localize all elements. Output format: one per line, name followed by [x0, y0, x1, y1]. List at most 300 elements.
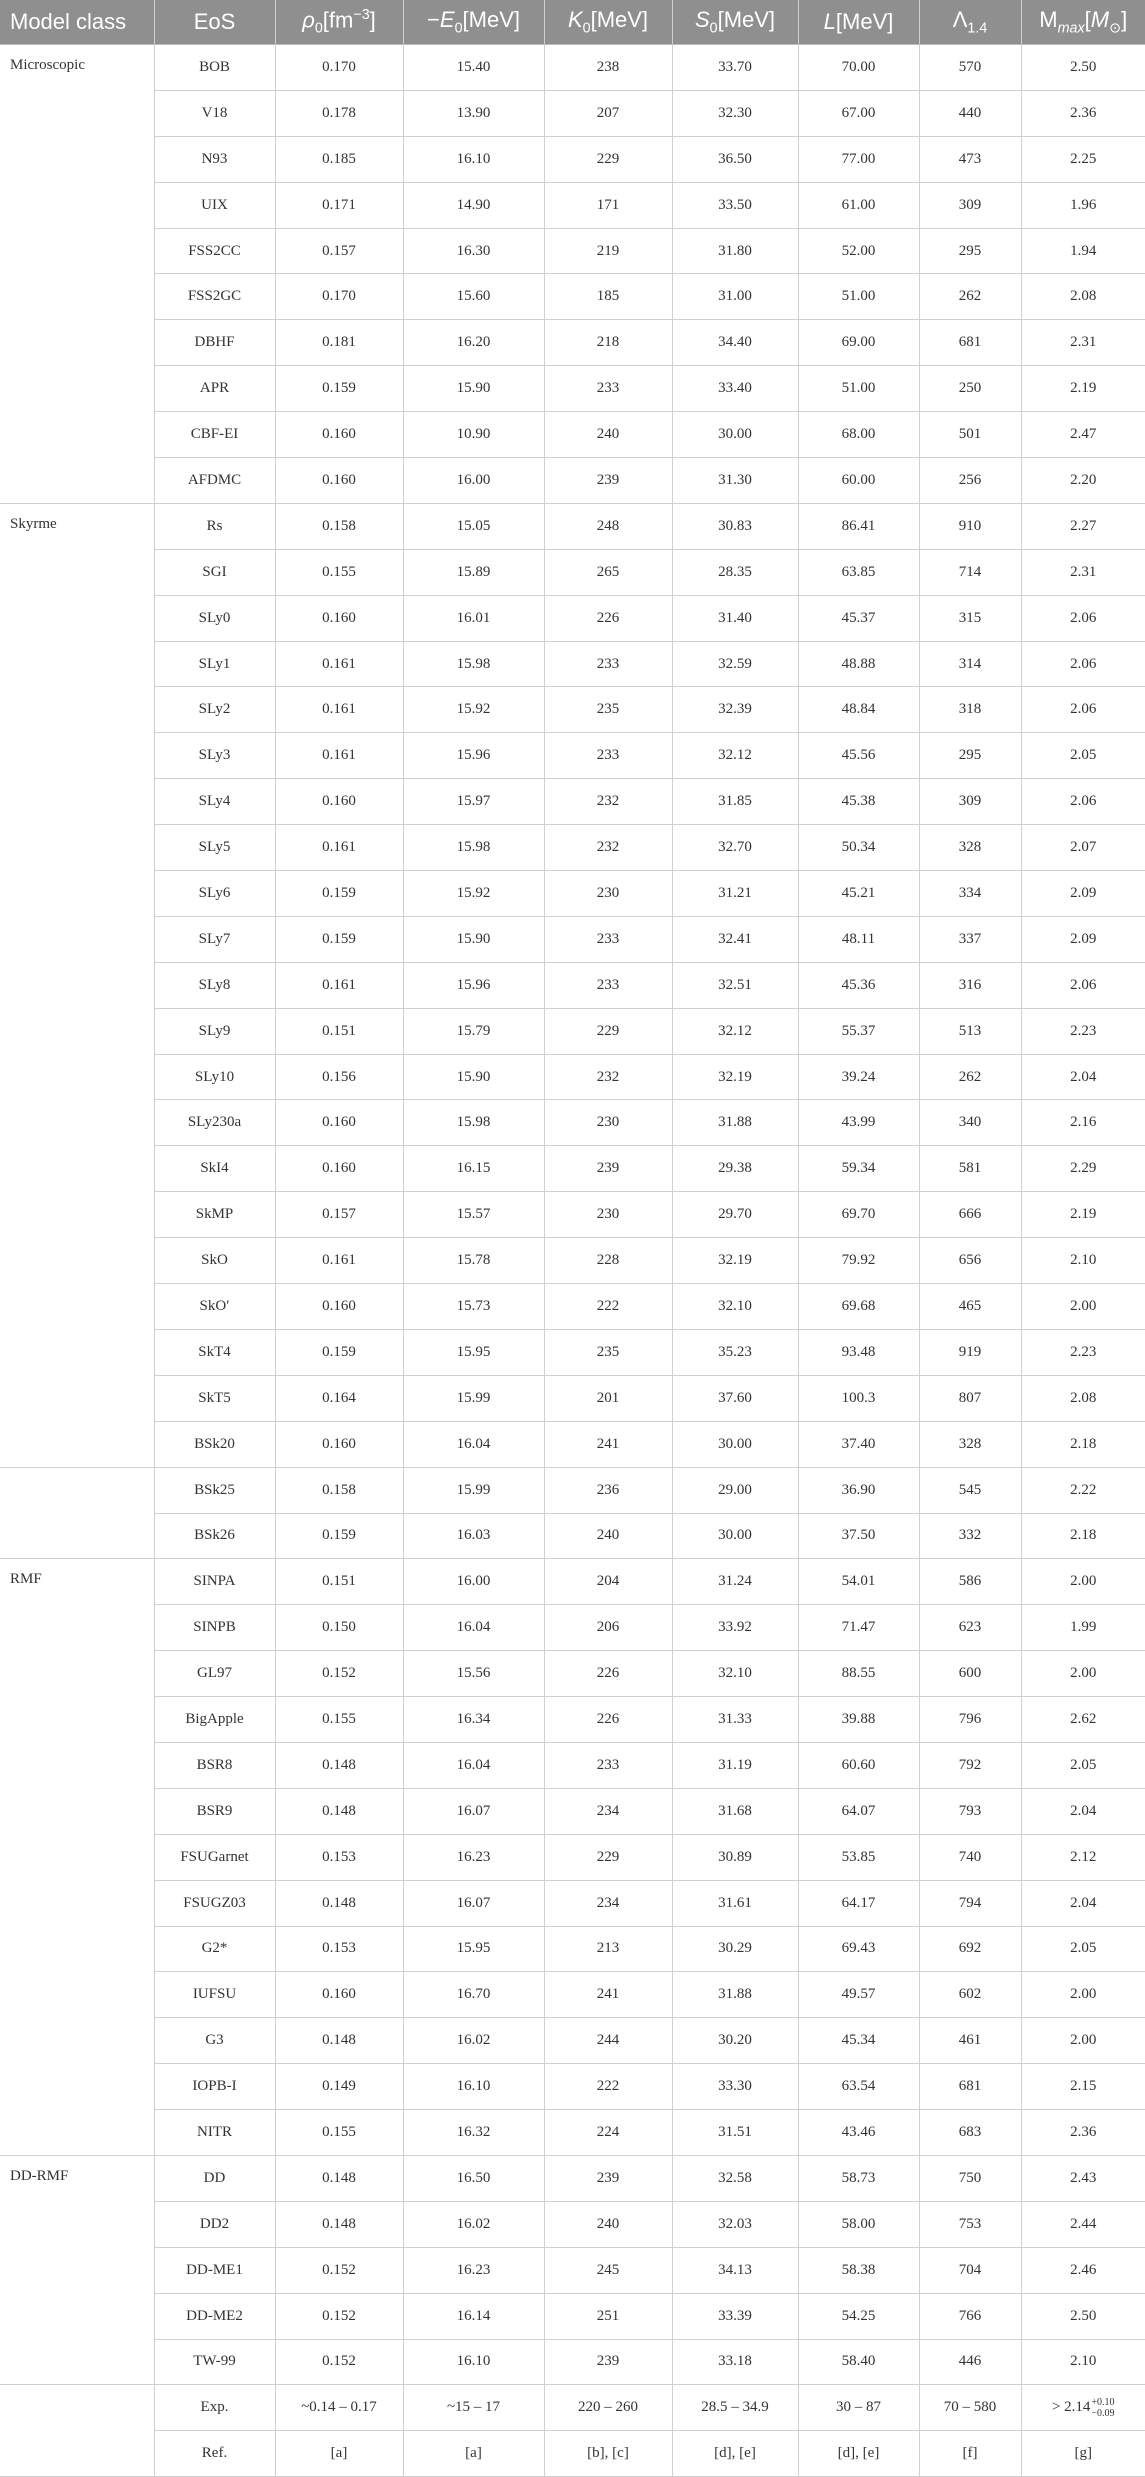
cell-lambda: 681: [919, 2064, 1021, 2110]
table-row: [0, 1788, 1145, 1834]
cell-lambda: 262: [919, 274, 1021, 320]
cell-lambda: 314: [919, 641, 1021, 687]
cell-eos: V18: [154, 90, 275, 136]
cell-eos: FSUGarnet: [154, 1834, 275, 1880]
cell-s0: 33.40: [672, 366, 798, 412]
cell-s0: 28.35: [672, 549, 798, 595]
cell-mmax: 2.18: [1021, 1421, 1145, 1467]
cell-s0: 33.30: [672, 2064, 798, 2110]
cell-s0: 31.21: [672, 871, 798, 917]
cell-k0: 233: [544, 916, 672, 962]
cell-s0: 31.80: [672, 228, 798, 274]
table-row: [0, 962, 1145, 1008]
cell-l: 60.00: [798, 458, 919, 504]
cell-e0: 15.56: [403, 1651, 544, 1697]
cell-mmax: 2.06: [1021, 641, 1145, 687]
cell-eos: SLy4: [154, 779, 275, 825]
cell-lambda: 461: [919, 2018, 1021, 2064]
cell-lambda: 656: [919, 1238, 1021, 1284]
cell-rho0: 0.155: [275, 1697, 403, 1743]
cell-k0: 235: [544, 687, 672, 733]
cell-e0: 16.10: [403, 2339, 544, 2385]
cell-mmax: 2.00: [1021, 1651, 1145, 1697]
table-row: [0, 825, 1145, 871]
cell-e0: 15.99: [403, 1467, 544, 1513]
cell-rho0: 0.178: [275, 90, 403, 136]
cell-rho0: 0.148: [275, 1880, 403, 1926]
cell-eos: BSk26: [154, 1513, 275, 1559]
cell-e0: 13.90: [403, 90, 544, 136]
cell-mmax: 2.31: [1021, 320, 1145, 366]
cell-lambda: 704: [919, 2247, 1021, 2293]
cell-lambda: 440: [919, 90, 1021, 136]
cell-e0: 15.95: [403, 1329, 544, 1375]
cell-k0: 229: [544, 1008, 672, 1054]
cell-rho0: 0.152: [275, 2293, 403, 2339]
cell-s0: 32.19: [672, 1238, 798, 1284]
cell-l: 45.21: [798, 871, 919, 917]
cell-mmax: 2.22: [1021, 1467, 1145, 1513]
cell-eos: N93: [154, 136, 275, 182]
table-row: [0, 1605, 1145, 1651]
cell-eos: SkMP: [154, 1192, 275, 1238]
cell-k0: 236: [544, 1467, 672, 1513]
ref-rho0: [a]: [275, 2431, 403, 2477]
cell-e0: 15.95: [403, 1926, 544, 1972]
cell-mmax: 1.96: [1021, 182, 1145, 228]
cell-e0: 15.78: [403, 1238, 544, 1284]
table-row: [0, 90, 1145, 136]
cell-e0: 16.02: [403, 2201, 544, 2247]
exp-mmax: [1021, 2385, 1145, 2431]
cell-s0: 30.83: [672, 503, 798, 549]
cell-l: 45.56: [798, 733, 919, 779]
cell-lambda: 600: [919, 1651, 1021, 1697]
cell-s0: 36.50: [672, 136, 798, 182]
cell-lambda: 683: [919, 2110, 1021, 2156]
cell-rho0: 0.152: [275, 2339, 403, 2385]
cell-lambda: 256: [919, 458, 1021, 504]
table-row: [0, 1467, 1145, 1513]
cell-e0: 15.40: [403, 45, 544, 91]
cell-rho0: 0.160: [275, 779, 403, 825]
cell-lambda: 337: [919, 916, 1021, 962]
cell-s0: 34.40: [672, 320, 798, 366]
cell-lambda: 766: [919, 2293, 1021, 2339]
cell-s0: 31.85: [672, 779, 798, 825]
model-class-cell: [0, 1467, 154, 1559]
cell-mmax: 2.05: [1021, 1926, 1145, 1972]
cell-mmax: 2.25: [1021, 136, 1145, 182]
ref-label: Ref.: [154, 2431, 275, 2477]
cell-s0: 31.88: [672, 1972, 798, 2018]
cell-e0: 16.15: [403, 1146, 544, 1192]
cell-k0: 206: [544, 1605, 672, 1651]
cell-mmax: 2.36: [1021, 90, 1145, 136]
cell-rho0: 0.181: [275, 320, 403, 366]
cell-eos: SLy5: [154, 825, 275, 871]
table-row: [0, 549, 1145, 595]
cell-rho0: 0.152: [275, 2247, 403, 2293]
cell-s0: 32.03: [672, 2201, 798, 2247]
cell-mmax: 2.05: [1021, 1742, 1145, 1788]
cell-rho0: 0.161: [275, 825, 403, 871]
cell-l: 54.01: [798, 1559, 919, 1605]
cell-l: 69.00: [798, 320, 919, 366]
cell-k0: 233: [544, 962, 672, 1008]
cell-l: 93.48: [798, 1329, 919, 1375]
cell-mmax: 2.09: [1021, 871, 1145, 917]
header-k0: $K_0[MeV]$: [544, 0, 672, 45]
cell-mmax: 2.07: [1021, 825, 1145, 871]
header-row: [0, 0, 1145, 45]
cell-eos: FSS2GC: [154, 274, 275, 320]
cell-rho0: 0.161: [275, 1238, 403, 1284]
cell-e0: 16.70: [403, 1972, 544, 2018]
cell-lambda: 796: [919, 1697, 1021, 1743]
cell-eos: CBF-EI: [154, 412, 275, 458]
cell-rho0: 0.171: [275, 182, 403, 228]
cell-l: 54.25: [798, 2293, 919, 2339]
model-class-cell: Microscopic: [0, 45, 154, 504]
cell-lambda: 334: [919, 871, 1021, 917]
cell-mmax: 2.04: [1021, 1054, 1145, 1100]
cell-lambda: 316: [919, 962, 1021, 1008]
cell-s0: 33.70: [672, 45, 798, 91]
cell-eos: SGI: [154, 549, 275, 595]
cell-rho0: 0.159: [275, 871, 403, 917]
cell-rho0: 0.160: [275, 1972, 403, 2018]
cell-e0: 15.96: [403, 962, 544, 1008]
cell-s0: 31.30: [672, 458, 798, 504]
cell-lambda: 332: [919, 1513, 1021, 1559]
header-s0: $S_0[MeV]$: [672, 0, 798, 45]
cell-s0: 37.60: [672, 1375, 798, 1421]
cell-l: 69.68: [798, 1284, 919, 1330]
cell-eos: SkT5: [154, 1375, 275, 1421]
table-row: [0, 2110, 1145, 2156]
cell-eos: SkO: [154, 1238, 275, 1284]
cell-lambda: 570: [919, 45, 1021, 91]
cell-e0: 15.60: [403, 274, 544, 320]
cell-k0: 265: [544, 549, 672, 595]
cell-k0: 229: [544, 1834, 672, 1880]
cell-k0: 228: [544, 1238, 672, 1284]
cell-eos: APR: [154, 366, 275, 412]
cell-s0: 30.89: [672, 1834, 798, 1880]
cell-e0: 16.02: [403, 2018, 544, 2064]
cell-l: 53.85: [798, 1834, 919, 1880]
cell-l: 39.24: [798, 1054, 919, 1100]
cell-e0: 16.32: [403, 2110, 544, 2156]
cell-l: 79.92: [798, 1238, 919, 1284]
cell-e0: 16.34: [403, 1697, 544, 1743]
table-row: [0, 458, 1145, 504]
cell-s0: 31.88: [672, 1100, 798, 1146]
cell-mmax: 2.16: [1021, 1100, 1145, 1146]
cell-lambda: 581: [919, 1146, 1021, 1192]
cell-rho0: 0.160: [275, 1100, 403, 1146]
cell-l: 58.00: [798, 2201, 919, 2247]
cell-lambda: 250: [919, 366, 1021, 412]
cell-l: 86.41: [798, 503, 919, 549]
cell-mmax: 2.36: [1021, 2110, 1145, 2156]
cell-mmax: 2.18: [1021, 1513, 1145, 1559]
exp-label: Exp.: [154, 2385, 275, 2431]
cell-l: 43.99: [798, 1100, 919, 1146]
cell-mmax: 2.06: [1021, 595, 1145, 641]
model-class-cell: Skyrme: [0, 503, 154, 1467]
table-row: [0, 45, 1145, 91]
table-body: [0, 45, 1145, 2477]
table-row: [0, 1880, 1145, 1926]
cell-lambda: 919: [919, 1329, 1021, 1375]
cell-e0: 15.90: [403, 1054, 544, 1100]
table-row: [0, 503, 1145, 549]
cell-l: 60.60: [798, 1742, 919, 1788]
cell-e0: 15.97: [403, 779, 544, 825]
header-e0: $-E_0[MeV]$: [403, 0, 544, 45]
cell-s0: 32.41: [672, 916, 798, 962]
cell-lambda: 501: [919, 412, 1021, 458]
cell-l: 51.00: [798, 366, 919, 412]
cell-lambda: 328: [919, 1421, 1021, 1467]
cell-lambda: 513: [919, 1008, 1021, 1054]
cell-s0: 32.10: [672, 1651, 798, 1697]
cell-eos: DD2: [154, 2201, 275, 2247]
cell-k0: 233: [544, 733, 672, 779]
cell-k0: 251: [544, 2293, 672, 2339]
cell-lambda: 753: [919, 2201, 1021, 2247]
table-row: [0, 1238, 1145, 1284]
table-row: [0, 2339, 1145, 2385]
ref-mmax: [g]: [1021, 2431, 1145, 2477]
cell-mmax: 2.05: [1021, 733, 1145, 779]
cell-rho0: 0.153: [275, 1834, 403, 1880]
cell-rho0: 0.159: [275, 916, 403, 962]
header-lambda: $\Lambda_{1.4}$: [919, 0, 1021, 45]
cell-mmax: 1.99: [1021, 1605, 1145, 1651]
cell-mmax: 2.23: [1021, 1329, 1145, 1375]
cell-e0: 16.04: [403, 1742, 544, 1788]
cell-k0: 241: [544, 1972, 672, 2018]
cell-k0: 240: [544, 2201, 672, 2247]
cell-k0: 232: [544, 825, 672, 871]
cell-lambda: 666: [919, 1192, 1021, 1238]
cell-e0: 14.90: [403, 182, 544, 228]
cell-k0: 239: [544, 2155, 672, 2201]
table-row: [0, 1421, 1145, 1467]
table-row: [0, 2155, 1145, 2201]
cell-e0: 16.00: [403, 458, 544, 504]
cell-s0: 31.40: [672, 595, 798, 641]
table-row: [0, 366, 1145, 412]
cell-l: 71.47: [798, 1605, 919, 1651]
ref-k0: [b], [c]: [544, 2431, 672, 2477]
cell-s0: 32.58: [672, 2155, 798, 2201]
cell-rho0: 0.152: [275, 1651, 403, 1697]
cell-rho0: 0.156: [275, 1054, 403, 1100]
cell-mmax: 2.47: [1021, 412, 1145, 458]
cell-s0: 31.19: [672, 1742, 798, 1788]
cell-l: 63.85: [798, 549, 919, 595]
table-row: [0, 1329, 1145, 1375]
cell-eos: TW-99: [154, 2339, 275, 2385]
cell-lambda: 586: [919, 1559, 1021, 1605]
cell-rho0: 0.158: [275, 503, 403, 549]
cell-k0: 201: [544, 1375, 672, 1421]
cell-k0: 230: [544, 1192, 672, 1238]
header-l: L[MeV]: [798, 0, 919, 45]
cell-eos: BOB: [154, 45, 275, 91]
table-row: [0, 1054, 1145, 1100]
cell-mmax: 2.50: [1021, 45, 1145, 91]
cell-s0: 32.19: [672, 1054, 798, 1100]
cell-eos: SLy9: [154, 1008, 275, 1054]
cell-k0: 230: [544, 871, 672, 917]
cell-lambda: 446: [919, 2339, 1021, 2385]
cell-lambda: 740: [919, 1834, 1021, 1880]
cell-lambda: 807: [919, 1375, 1021, 1421]
cell-e0: 15.90: [403, 916, 544, 962]
cell-rho0: 0.158: [275, 1467, 403, 1513]
cell-eos: SLy2: [154, 687, 275, 733]
cell-l: 69.70: [798, 1192, 919, 1238]
cell-l: 45.38: [798, 779, 919, 825]
cell-l: 45.34: [798, 2018, 919, 2064]
cell-k0: 222: [544, 2064, 672, 2110]
cell-rho0: 0.159: [275, 1513, 403, 1559]
cell-e0: 15.92: [403, 871, 544, 917]
table-row: [0, 687, 1145, 733]
cell-eos: SLy230a: [154, 1100, 275, 1146]
cell-mmax: 2.06: [1021, 779, 1145, 825]
cell-rho0: 0.153: [275, 1926, 403, 1972]
cell-lambda: 295: [919, 733, 1021, 779]
cell-k0: 207: [544, 90, 672, 136]
cell-l: 64.07: [798, 1788, 919, 1834]
table-row: [0, 779, 1145, 825]
cell-lambda: 793: [919, 1788, 1021, 1834]
table-row: [0, 2293, 1145, 2339]
cell-k0: 185: [544, 274, 672, 320]
cell-k0: 219: [544, 228, 672, 274]
cell-s0: 30.00: [672, 412, 798, 458]
cell-mmax: 2.10: [1021, 1238, 1145, 1284]
model-class-cell: RMF: [0, 1559, 154, 2156]
cell-eos: BSR8: [154, 1742, 275, 1788]
cell-s0: 31.68: [672, 1788, 798, 1834]
cell-eos: G3: [154, 2018, 275, 2064]
cell-s0: 32.10: [672, 1284, 798, 1330]
cell-s0: 32.12: [672, 733, 798, 779]
table-row: [0, 1972, 1145, 2018]
cell-l: 100.3: [798, 1375, 919, 1421]
cell-l: 69.43: [798, 1926, 919, 1972]
table-row: [0, 274, 1145, 320]
cell-e0: 16.14: [403, 2293, 544, 2339]
cell-eos: SLy8: [154, 962, 275, 1008]
cell-lambda: 681: [919, 320, 1021, 366]
cell-e0: 16.20: [403, 320, 544, 366]
cell-eos: SINPB: [154, 1605, 275, 1651]
table-row: [0, 1146, 1145, 1192]
table-row: [0, 595, 1145, 641]
cell-eos: Rs: [154, 503, 275, 549]
cell-s0: 31.61: [672, 1880, 798, 1926]
cell-eos: DD-ME1: [154, 2247, 275, 2293]
cell-k0: 222: [544, 1284, 672, 1330]
cell-l: 67.00: [798, 90, 919, 136]
ref-row: [0, 2431, 1145, 2477]
model-class-cell: DD-RMF: [0, 2155, 154, 2384]
cell-rho0: 0.161: [275, 641, 403, 687]
cell-rho0: 0.160: [275, 595, 403, 641]
cell-l: 64.17: [798, 1880, 919, 1926]
cell-rho0: 0.161: [275, 962, 403, 1008]
header-mmax: $M_{max}[M_⊙]$: [1021, 0, 1145, 45]
cell-l: 68.00: [798, 412, 919, 458]
cell-mmax: 2.09: [1021, 916, 1145, 962]
cell-mmax: 2.08: [1021, 1375, 1145, 1421]
exp-mmax-base: > 2.14: [1051, 2399, 1091, 2416]
cell-e0: 16.30: [403, 228, 544, 274]
cell-e0: 15.73: [403, 1284, 544, 1330]
cell-mmax: 2.06: [1021, 687, 1145, 733]
cell-l: 48.11: [798, 916, 919, 962]
table-row: [0, 871, 1145, 917]
cell-mmax: 2.00: [1021, 1559, 1145, 1605]
cell-eos: SINPA: [154, 1559, 275, 1605]
cell-e0: 16.07: [403, 1880, 544, 1926]
cell-e0: 16.23: [403, 1834, 544, 1880]
cell-mmax: 2.12: [1021, 1834, 1145, 1880]
cell-rho0: 0.148: [275, 1788, 403, 1834]
cell-k0: 241: [544, 1421, 672, 1467]
cell-lambda: 309: [919, 182, 1021, 228]
cell-eos: SkO′: [154, 1284, 275, 1330]
cell-s0: 30.00: [672, 1421, 798, 1467]
cell-lambda: 465: [919, 1284, 1021, 1330]
table-row: [0, 1926, 1145, 1972]
cell-k0: 240: [544, 412, 672, 458]
exp-mmax-plus: +0.10: [1091, 2396, 1115, 2408]
cell-rho0: 0.160: [275, 458, 403, 504]
cell-k0: 235: [544, 1329, 672, 1375]
ref-lambda: [f]: [919, 2431, 1021, 2477]
exp-mmax-minus: −0.09: [1091, 2407, 1115, 2419]
cell-e0: 15.79: [403, 1008, 544, 1054]
cell-k0: 248: [544, 503, 672, 549]
cell-mmax: 2.00: [1021, 1284, 1145, 1330]
cell-eos: BigApple: [154, 1697, 275, 1743]
cell-lambda: 602: [919, 1972, 1021, 2018]
cell-eos: SLy1: [154, 641, 275, 687]
cell-l: 55.37: [798, 1008, 919, 1054]
cell-lambda: 318: [919, 687, 1021, 733]
cell-rho0: 0.159: [275, 366, 403, 412]
cell-mmax: 2.62: [1021, 1697, 1145, 1743]
cell-rho0: 0.157: [275, 1192, 403, 1238]
cell-rho0: 0.148: [275, 2201, 403, 2247]
cell-e0: 16.23: [403, 2247, 544, 2293]
table-row: [0, 1742, 1145, 1788]
cell-lambda: 295: [919, 228, 1021, 274]
cell-mmax: 2.19: [1021, 1192, 1145, 1238]
cell-l: 63.54: [798, 2064, 919, 2110]
cell-s0: 33.18: [672, 2339, 798, 2385]
cell-s0: 30.29: [672, 1926, 798, 1972]
